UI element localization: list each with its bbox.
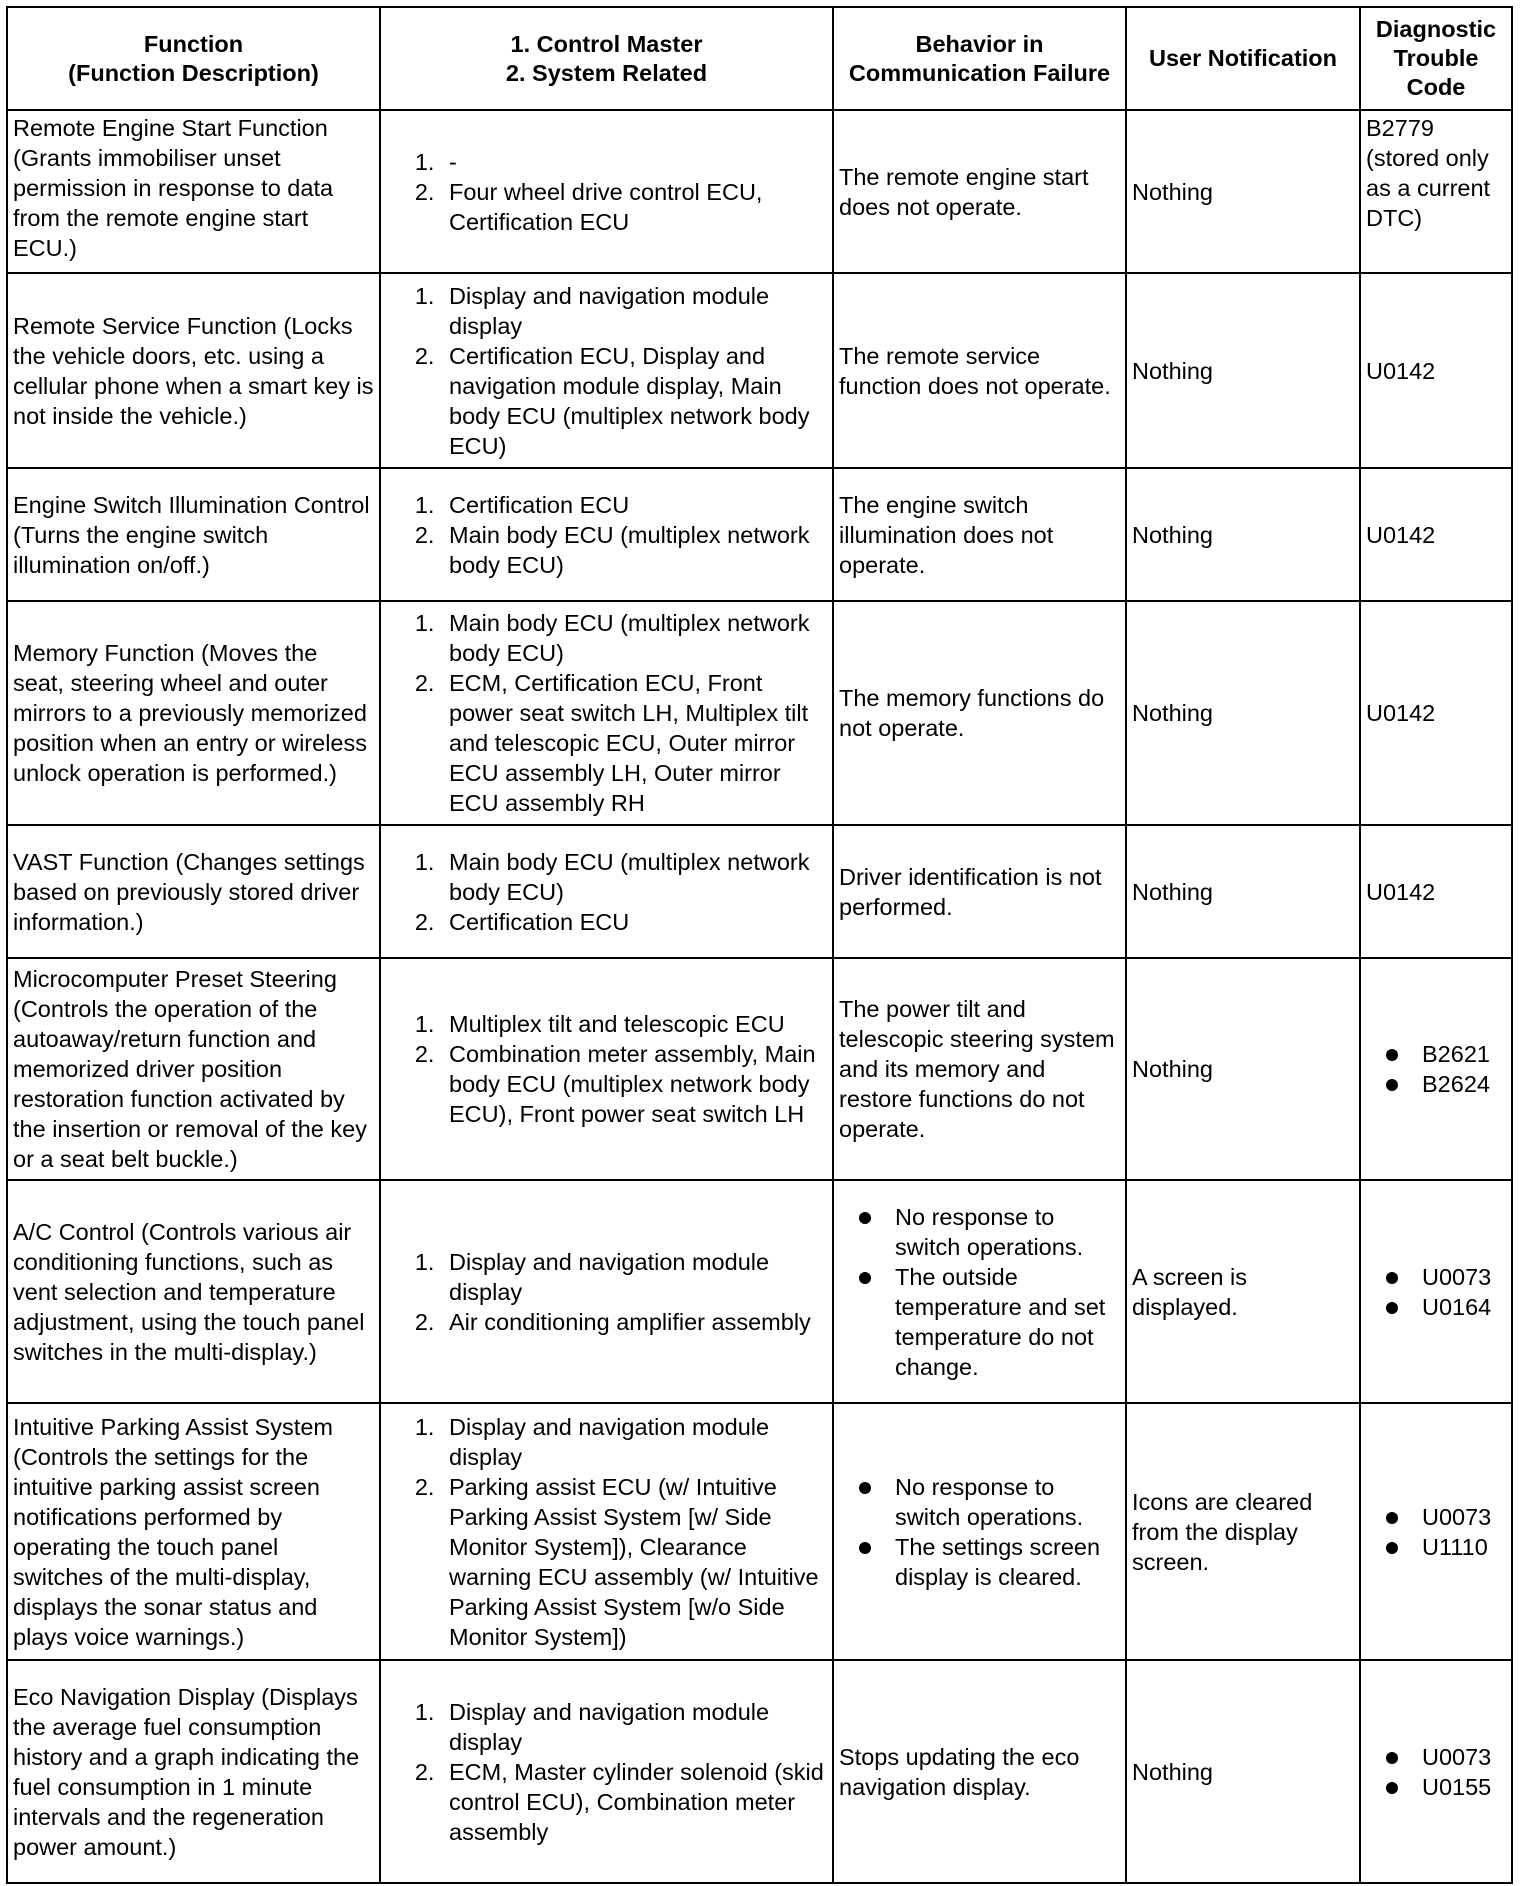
table-row [7,468,1512,601]
dtc-item: B2624 [1408,1069,1506,1099]
table-row [7,825,1512,958]
dtc-cell: B2779 (stored only as a current DTC) [1360,110,1512,273]
function-cell: Engine Switch Illumination Control (Turns the engine switch illumination on/off.) [7,468,380,601]
behavior-cell: The remote service function does not operate. [833,273,1126,468]
table-row [7,1660,1512,1883]
dtc-item: U0073 [1408,1262,1506,1292]
behavior-item: The settings screen display is cleared. [881,1532,1120,1592]
control-item: 2. ECM, Master cylinder solenoid (skid control ECU), Combination meter assembly [441,1757,827,1847]
dtc-cell: U0142 [1360,825,1512,958]
table-row [7,110,1512,273]
table-row [7,601,1512,825]
control-item: 2. Certification ECU, Display and navigation module display, Main body ECU (multiplex network body ECU) [441,341,827,461]
dtc-cell [1360,1660,1512,1883]
control-item: 1. Display and navigation module display [441,281,827,341]
control-cell [380,1403,833,1660]
dtc-cell [1360,958,1512,1180]
header-behavior: Behavior in Communication Failure [833,7,1126,110]
control-item: 1. Main body ECU (multiplex network body ECU) [441,608,827,668]
control-cell [380,110,833,273]
behavior-cell: The power tilt and telescopic steering system and its memory and restore functions do not operate. [833,958,1126,1180]
table-header-row [7,7,1512,110]
control-item: 1. Main body ECU (multiplex network body ECU) [441,847,827,907]
notification-cell: Nothing [1126,273,1360,468]
table-row [7,273,1512,468]
function-cell: VAST Function (Changes settings based on previously stored driver information.) [7,825,380,958]
notification-cell: Nothing [1126,958,1360,1180]
behavior-cell [833,1180,1126,1403]
header-function: Function (Function Description) [7,7,380,110]
behavior-cell: The remote engine start does not operate. [833,110,1126,273]
control-item: 1. Display and navigation module display [441,1247,827,1307]
dtc-item: U1110 [1408,1532,1506,1562]
behavior-cell: The engine switch illumination does not operate. [833,468,1126,601]
control-cell [380,601,833,825]
dtc-cell [1360,1180,1512,1403]
function-cell: A/C Control (Controls various air conditioning functions, such as vent selection and temperature adjustment, using the touch panel switches in the multi-display.) [7,1180,380,1403]
behavior-item: No response to switch operations. [881,1202,1120,1262]
control-cell [380,958,833,1180]
function-cell: Eco Navigation Display (Displays the average fuel consumption history and a graph indicating the fuel consumption in 1 minute intervals and the regeneration power amount.) [7,1660,380,1883]
table-row [7,958,1512,1180]
dtc-item: U0073 [1408,1742,1506,1772]
control-item: 2. ECM, Certification ECU, Front power seat switch LH, Multiplex tilt and telescopic ECU, Outer mirror ECU assembly LH, Outer mirror ECU assembly RH [441,668,827,818]
dtc-cell [1360,1403,1512,1660]
control-item: 2. Four wheel drive control ECU, Certification ECU [441,177,827,237]
table-row [7,1403,1512,1660]
notification-cell: Nothing [1126,1660,1360,1883]
control-item: 2. Parking assist ECU (w/ Intuitive Parking Assist System [w/ Side Monitor System]), Clearance warning ECU assembly (w/ Intuitive Parking Assist System [w/o Side Monitor System]) [441,1472,827,1652]
dtc-cell: U0142 [1360,468,1512,601]
behavior-cell: Stops updating the eco navigation display. [833,1660,1126,1883]
control-item: 1. Display and navigation module display [441,1412,827,1472]
notification-cell: Nothing [1126,468,1360,601]
notification-cell: Icons are cleared from the display screen. [1126,1403,1360,1660]
behavior-cell: Driver identification is not performed. [833,825,1126,958]
behavior-cell [833,1403,1126,1660]
control-cell [380,468,833,601]
control-item: 1. Display and navigation module display [441,1697,827,1757]
control-cell [380,273,833,468]
dtc-cell: U0142 [1360,601,1512,825]
dtc-cell: U0142 [1360,273,1512,468]
dtc-item: U0155 [1408,1772,1506,1802]
dtc-item: U0073 [1408,1502,1506,1532]
notification-cell: A screen is displayed. [1126,1180,1360,1403]
control-cell [380,825,833,958]
notification-cell: Nothing [1126,110,1360,273]
function-cell: Microcomputer Preset Steering (Controls the operation of the autoaway/return function and memorized driver position restoration function activated by the insertion or removal of the key or a seat belt buckle.) [7,958,380,1180]
control-item: 1. Certification ECU [441,490,827,520]
control-item: 2. Certification ECU [441,907,827,937]
control-cell [380,1660,833,1883]
function-cell: Intuitive Parking Assist System (Controls the settings for the intuitive parking assist screen notifications performed by operating the touch panel switches of the multi-display, displays the sonar status and plays voice warnings.) [7,1403,380,1660]
behavior-item: No response to switch operations. [881,1472,1120,1532]
header-dtc: Diagnostic Trouble Code [1360,7,1512,110]
function-cell: Memory Function (Moves the seat, steering wheel and outer mirrors to a previously memorized position when an entry or wireless unlock operation is performed.) [7,601,380,825]
notification-cell: Nothing [1126,601,1360,825]
header-control-master: 1. Control Master 2. System Related [380,7,833,110]
behavior-cell: The memory functions do not operate. [833,601,1126,825]
function-cell: Remote Engine Start Function (Grants immobiliser unset permission in response to data from the remote engine start ECU.) [7,110,380,273]
header-user-notification: User Notification [1126,7,1360,110]
control-item: 1. - [441,147,827,177]
function-table [6,6,1513,1884]
dtc-item: U0164 [1408,1292,1506,1322]
function-cell: Remote Service Function (Locks the vehicle doors, etc. using a cellular phone when a smart key is not inside the vehicle.) [7,273,380,468]
control-item: 2. Main body ECU (multiplex network body ECU) [441,520,827,580]
behavior-item: The outside temperature and set temperature do not change. [881,1262,1120,1382]
control-item: 2. Combination meter assembly, Main body ECU (multiplex network body ECU), Front power seat switch LH [441,1039,827,1129]
notification-cell: Nothing [1126,825,1360,958]
dtc-item: B2621 [1408,1039,1506,1069]
control-cell [380,1180,833,1403]
table-row [7,1180,1512,1403]
control-item: 2. Air conditioning amplifier assembly [441,1307,827,1337]
control-item: 1. Multiplex tilt and telescopic ECU [441,1009,827,1039]
